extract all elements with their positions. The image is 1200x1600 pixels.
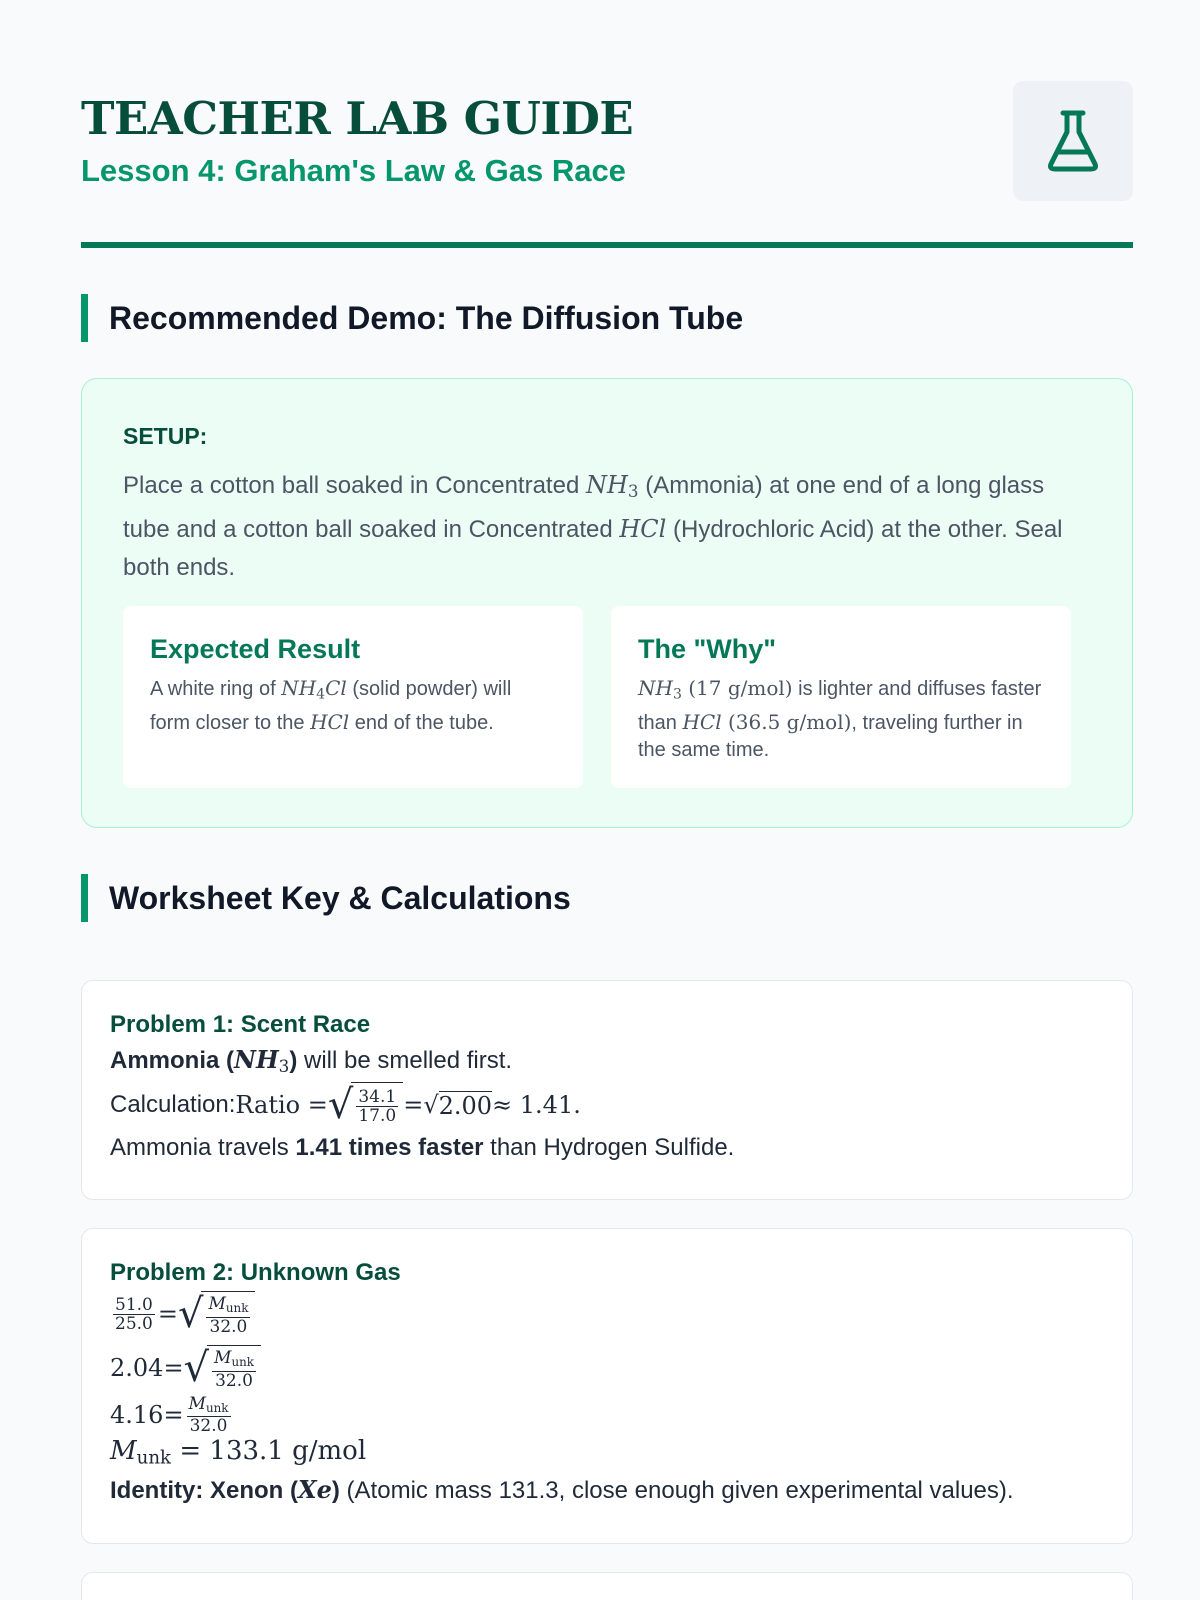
problem-1-calculation: Calculation: Ratio = √ $\frac{34.1}{17.0}$ = √ 2.00 ≈ 1.41. [110, 1082, 581, 1129]
worksheet-section-heading: Worksheet Key & Calculations [81, 874, 1133, 922]
expected-result-text: A white ring of $NH_4Cl$ (solid powder) will form closer to the HCl end of the tube. [150, 676, 512, 734]
setup-text: Place a cotton ball soaked in Concentrated $NH_3$ (Ammonia) at one end of a long glass tube and a cotton ball soaked in Concentrated HCl (Hydrochloric Acid) at the other. Seal both ends. [123, 471, 1063, 582]
page-title: TEACHER LAB GUIDE [81, 92, 634, 145]
expected-result-title: Expected Result [150, 634, 361, 664]
expected-result-card [123, 606, 583, 788]
problem-2-step-2: 2.04 = √ $\frac{M_{unk}}{32.0}$ [110, 1341, 1104, 1395]
problem-2-step-3: 4.16 = $\frac{M_{unk}}{32.0}$ [110, 1393, 229, 1437]
problem-2-title: Problem 2: Unknown Gas [110, 1259, 401, 1286]
problem-2-step-4: $M_{unk} = 133.1$ g/mol [110, 1436, 367, 1469]
page-header [81, 0, 1133, 250]
problem-3-card [81, 1572, 1133, 1600]
problem-1-result: Ammonia travels 1.41 times faster than Hydrogen Sulfide. [110, 1134, 735, 1162]
problem-1-answer: Ammonia $(NH_3)$ will be smelled first. [110, 1045, 513, 1077]
setup-label: SETUP: [123, 423, 208, 449]
problem-1-title: Problem 1: Scent Race [110, 1011, 371, 1038]
demo-panel [81, 378, 1133, 828]
sqrt-expression: √ $\frac{34.1}{17.0}$ [328, 1082, 403, 1128]
problem-2-card [81, 1228, 1133, 1544]
logo-badge [1013, 81, 1133, 201]
problem-2-step-1: $\frac{51.0}{25.0}$ = √ $\frac{M_{unk}}{32.0}$ [110, 1287, 1104, 1341]
lab-guide-page [81, 0, 1133, 1504]
demo-section-heading: Recommended Demo: The Diffusion Tube [81, 294, 1133, 342]
problem-1-card [81, 980, 1133, 1200]
lesson-subtitle: Lesson 4: Graham's Law & Gas Race [81, 153, 626, 188]
flask-icon [1047, 110, 1099, 172]
why-text: $NH_3$ (17 g/mol) is lighter and diffuses faster than HCl (36.5 g/mol), traveling further in the same time. [638, 676, 1042, 761]
why-card [611, 606, 1071, 788]
problem-2-identity: Identity: Xenon (Xe) (Atomic mass 131.3, close enough given experimental values). [110, 1475, 1014, 1504]
why-title: The "Why" [638, 634, 777, 664]
header-divider [81, 242, 1133, 248]
